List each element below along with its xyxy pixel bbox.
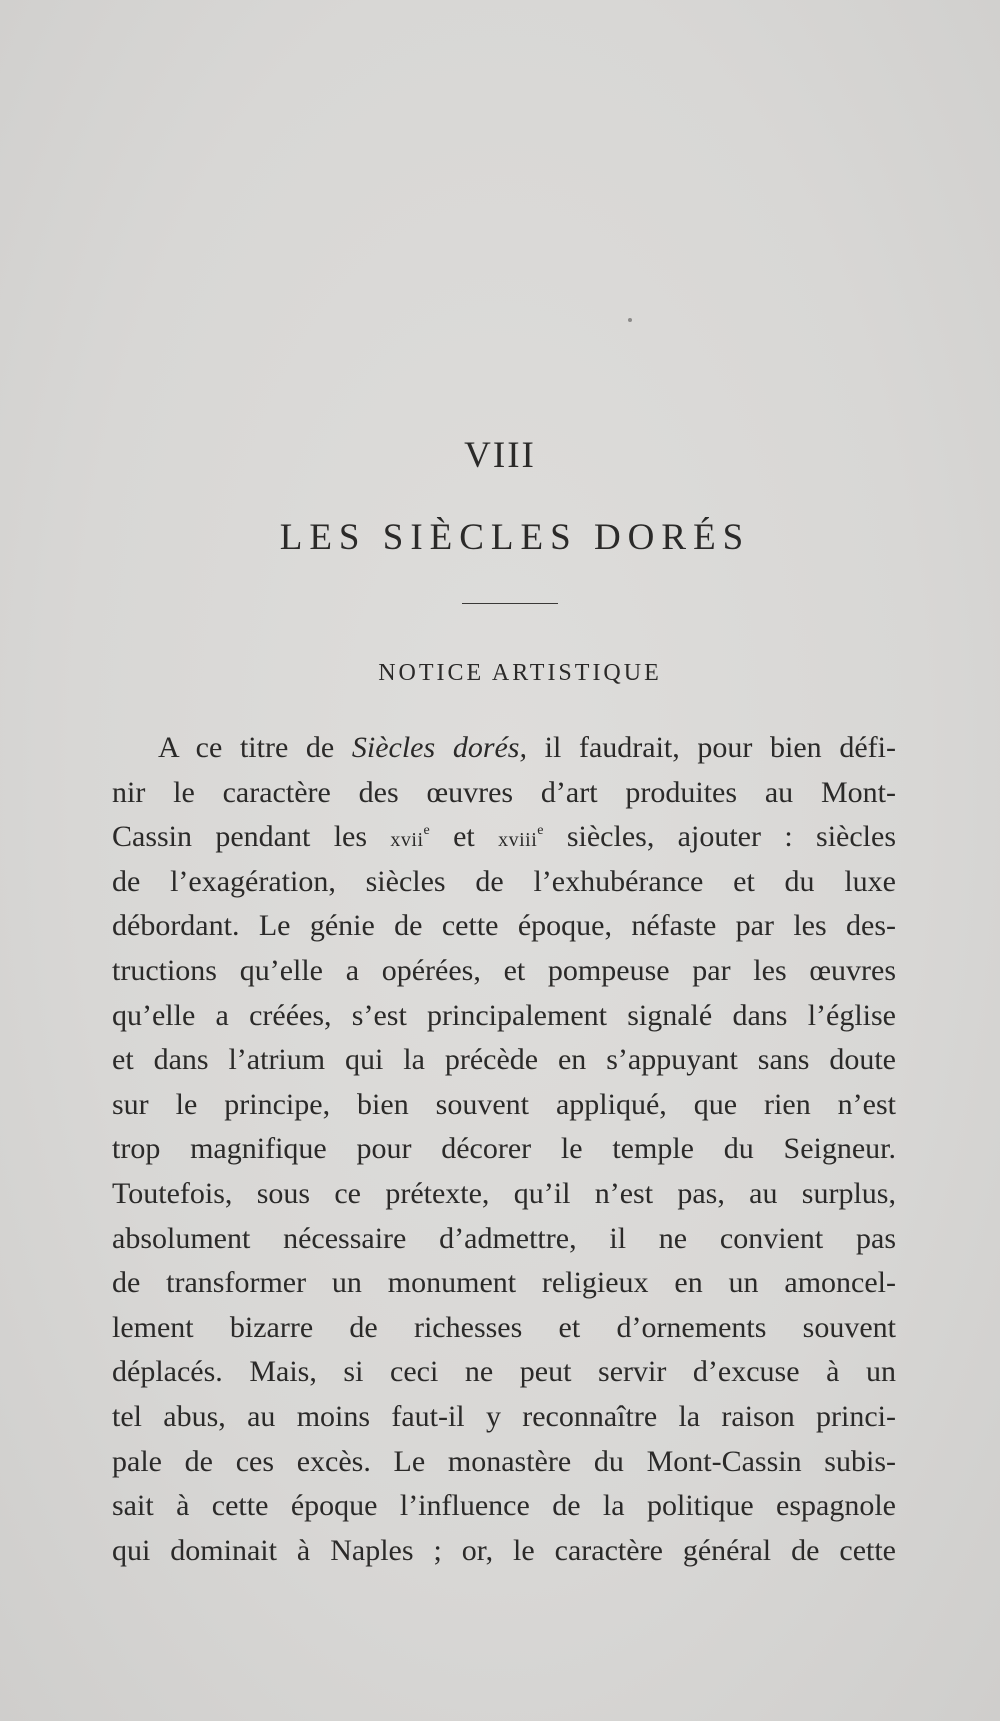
text-line: lement bizarre de richesses et d’ornements souvent	[112, 1310, 896, 1344]
text-line: qui dominait à Naples ; or, le caractère général de cette	[112, 1533, 896, 1567]
text-line: de l’exagération, siècles de l’exhubérance et du luxe	[112, 864, 896, 898]
text-line: sait à cette époque l’influence de la politique espagnole	[112, 1489, 896, 1523]
text-line: tel abus, au moins faut-il y reconnaître la raison princi-	[112, 1399, 896, 1433]
text-line: tructions qu’elle a opérées, et pompeuse par les œuvres	[112, 953, 896, 987]
text-line: absolument nécessaire d’admettre, il ne convient pas	[112, 1221, 896, 1255]
text-line: et dans l’atrium qui la précède en s’appuyant sans doute	[112, 1043, 896, 1077]
text-line: trop magnifique pour décorer le temple du Seigneur.	[112, 1132, 896, 1166]
text-line: qu’elle a créées, s’est principalement signalé dans l’église	[112, 998, 896, 1032]
text-line: A ce titre de Siècles dorés, il faudrait, pour bien défi-	[158, 731, 896, 764]
text-line: Cassin pendant les xvii$^e$ et xviii$^e$ siècles, ajouter : siècles	[112, 820, 896, 854]
chapter-title: LES SIÈCLES DORÉS	[279, 517, 751, 558]
chapter-number: VIII	[464, 435, 536, 476]
title-divider	[462, 603, 558, 604]
text-line: de transformer un monument religieux en un amoncel-	[112, 1266, 896, 1300]
text-line: déplacés. Mais, si ceci ne peut servir d’excuse à un	[112, 1355, 896, 1389]
section-title: NOTICE ARTISTIQUE	[378, 660, 662, 686]
text-line: pale de ces excès. Le monastère du Mont-Cassin subis-	[112, 1444, 896, 1478]
body-paragraph	[112, 726, 896, 1573]
italic-phrase: Siècles dorés,	[351, 731, 527, 764]
century-numeral: xviii	[498, 829, 538, 852]
text-line: Toutefois, sous ce prétexte, qu’il n’est pas, au surplus,	[112, 1176, 896, 1210]
text-line: débordant. Le génie de cette époque, néfaste par les des-	[112, 909, 896, 943]
paper-speck	[628, 318, 632, 322]
text-line: nir le caractère des œuvres d’art produites au Mont-	[112, 775, 896, 809]
text-line: sur le principe, bien souvent appliqué, que rien n’est	[112, 1087, 896, 1121]
century-numeral: xvii	[390, 829, 424, 852]
